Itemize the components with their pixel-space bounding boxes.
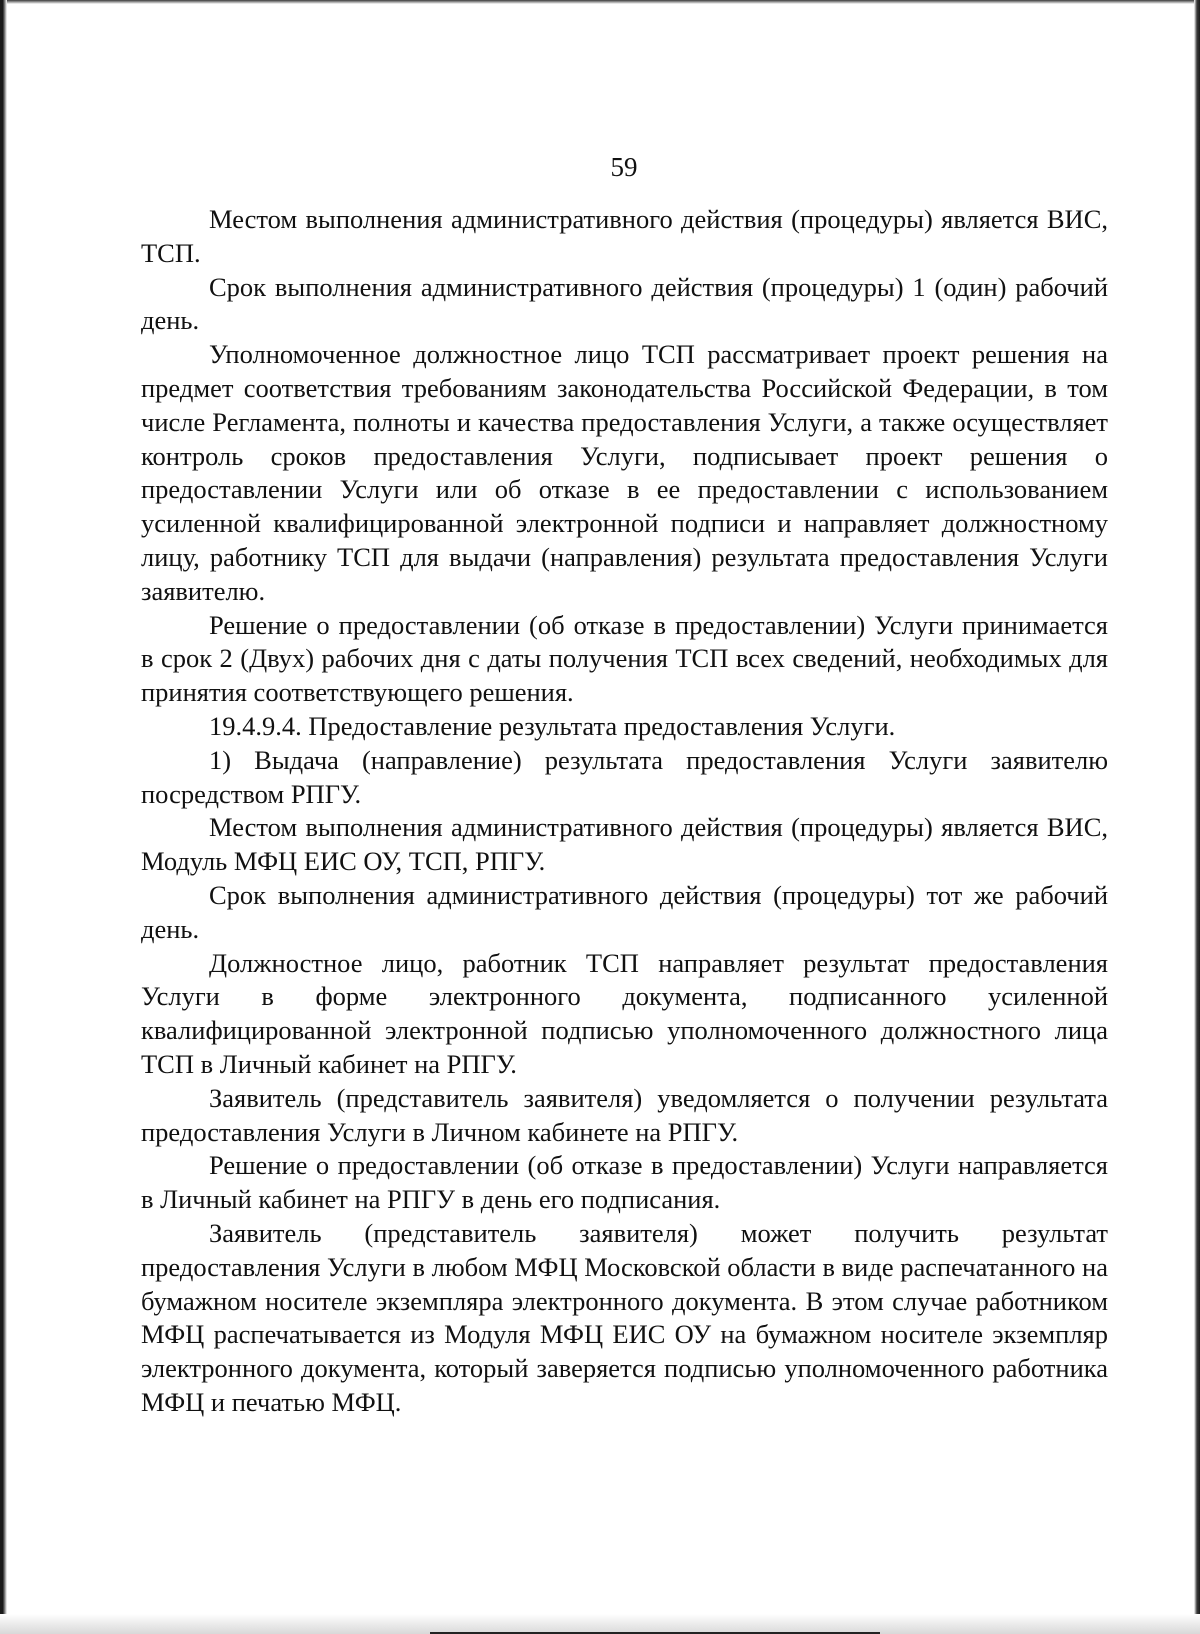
scan-edge-left [0, 0, 7, 1634]
paragraph-11: Решение о предоставлении (об отказе в предоставлении) Услуги направляется в Личный кабинет на РПГУ в день его подписания. [141, 1150, 1108, 1215]
list-item-1: 1) Выдача (направление) результата предоставления Услуги заявителю посредством РПГУ. [141, 744, 1108, 809]
scan-edge-top [0, 0, 1200, 4]
paragraph-1: Местом выполнения административного действия (процедуры) является ВИС, ТСП. [141, 204, 1108, 268]
section-heading: 19.4.9.4. Предоставление результата предоставления Услуги. [209, 710, 896, 741]
scan-edge-bottom [0, 1614, 1200, 1634]
paragraph-3: Уполномоченное должностное лицо ТСП рассматривает проект решения на предмет соответствия требованиям законодательства Российской Федерации, в том числе Регламента, полноты и качества предоставления Услуги, а также осуществляет контроль сроков предоставления Услуги, подписывает проект решения о предоставлении Услуги или об отказе в ее предоставлении с использованием усиленной квалифицированной электронной подписи и направляет должностному лицу, работнику ТСП для выдачи (направления) результата предоставления Услуги заявителю. [141, 339, 1108, 606]
paragraph-2: Срок выполнения административного действия (процедуры) 1 (один) рабочий день. [141, 271, 1108, 336]
paragraph-8: Срок выполнения административного действия (процедуры) тот же рабочий день. [141, 879, 1108, 944]
page-number: 59 [610, 152, 638, 182]
paragraph-7: Местом выполнения административного действия (процедуры) является ВИС, Модуль МФЦ ЕИС ОУ, ТСП, РПГУ. [141, 812, 1108, 877]
paragraph-10: Заявитель (представитель заявителя) уведомляется о получении результата предоставления Услуги в Личном кабинете на РПГУ. [141, 1082, 1108, 1147]
document-body [141, 203, 1108, 1420]
paragraph-12: Заявитель (представитель заявителя) может получить результат предоставления Услуги в любом МФЦ Московской области в виде распечатанного на бумажном носителе экземпляра электронного документа. В этом случае работником МФЦ распечатывается из Модуля МФЦ ЕИС ОУ на бумажном носителе экземпляр электронного документа, который заверяется подписью уполномоченного работника МФЦ и печатью МФЦ. [141, 1217, 1108, 1417]
scan-edge-right [1194, 0, 1200, 1634]
paragraph-9: Должностное лицо, работник ТСП направляет результат предоставления Услуги в форме электронного документа, подписанного усиленной квалифицированной электронной подписью уполномоченного должностного лица ТСП в Личный кабинет на РПГУ. [141, 947, 1108, 1079]
paragraph-4: Решение о предоставлении (об отказе в предоставлении) Услуги принимается в срок 2 (Двух) рабочих дня с даты получения ТСП всех сведений, необходимых для принятия соответствующего решения. [141, 609, 1108, 708]
